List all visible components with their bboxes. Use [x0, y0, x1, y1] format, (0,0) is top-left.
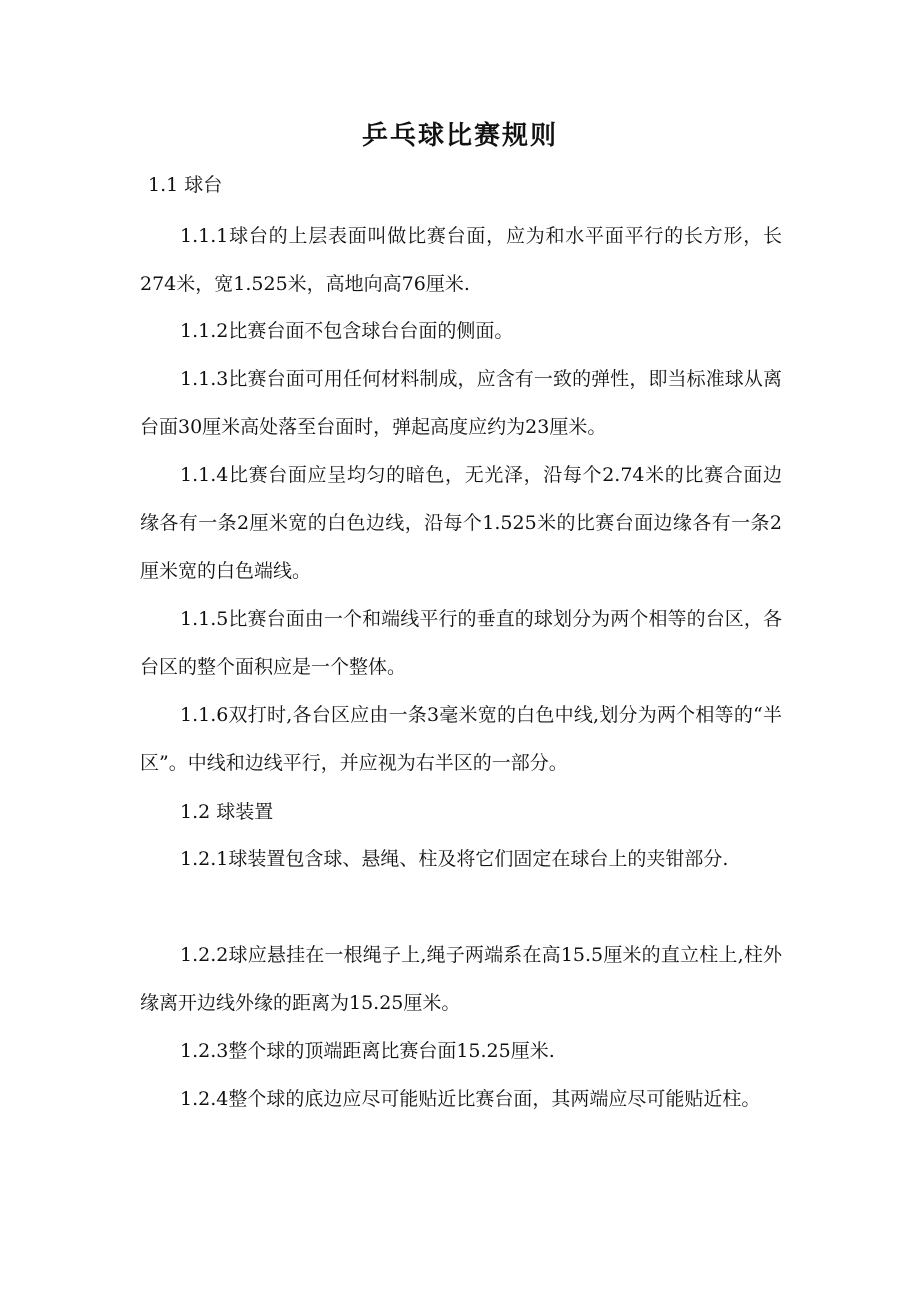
- paragraph-1-1-4: 1.1.4比赛台面应呈均匀的暗色，无光泽，沿每个2.74米的比赛合面边缘各有一条2厘米宽的白色边线，沿每个1.525米的比赛台面边缘各有一条2厘米宽的白色端线。: [140, 464, 782, 582]
- section-heading-net-assembly: 1.2 球装置: [180, 801, 274, 823]
- section-heading-table: 1.1 球台: [148, 174, 223, 196]
- paragraph-1-1-6: 1.1.6双打时,各台区应由一条3毫米宽的白色中线,划分为两个相等的“半区”。中线和边线平行，并应视为右半区的一部分。: [140, 704, 782, 774]
- document-title: 乒乓球比赛规则: [361, 121, 558, 151]
- paragraph-1-2-2: 1.2.2球应悬挂在一根绳子上,绳子两端系在高15.5厘米的直立柱上,柱外缘离开边线外缘的距离为15.25厘米。: [140, 944, 782, 1014]
- paragraph-1-1-1: 1.1.1球台的上层表面叫做比赛台面，应为和水平面平行的长方形，长274米，宽1.525米，高地向高76厘米.: [140, 225, 782, 295]
- paragraph-1-1-2: 1.1.2比赛台面不包含球台台面的侧面。: [180, 320, 514, 342]
- paragraph-1-1-5: 1.1.5比赛台面由一个和端线平行的垂直的球划分为两个相等的台区，各台区的整个面积应是一个整体。: [140, 608, 782, 678]
- paragraph-1-1-3: 1.1.3比赛台面可用任何材料制成，应含有一致的弹性，即当标准球从离台面30厘米高处落至台面时，弹起高度应约为23厘米。: [140, 368, 782, 438]
- paragraph-1-2-1: 1.2.1球装置包含球、悬绳、柱及将它们固定在球台上的夹钳部分.: [180, 848, 729, 870]
- paragraph-1-2-4: 1.2.4整个球的底边应尽可能贴近比赛台面，其两端应尽可能贴近柱。: [180, 1088, 761, 1110]
- paragraph-1-2-3: 1.2.3整个球的顶端距离比赛台面15.25厘米.: [180, 1040, 555, 1062]
